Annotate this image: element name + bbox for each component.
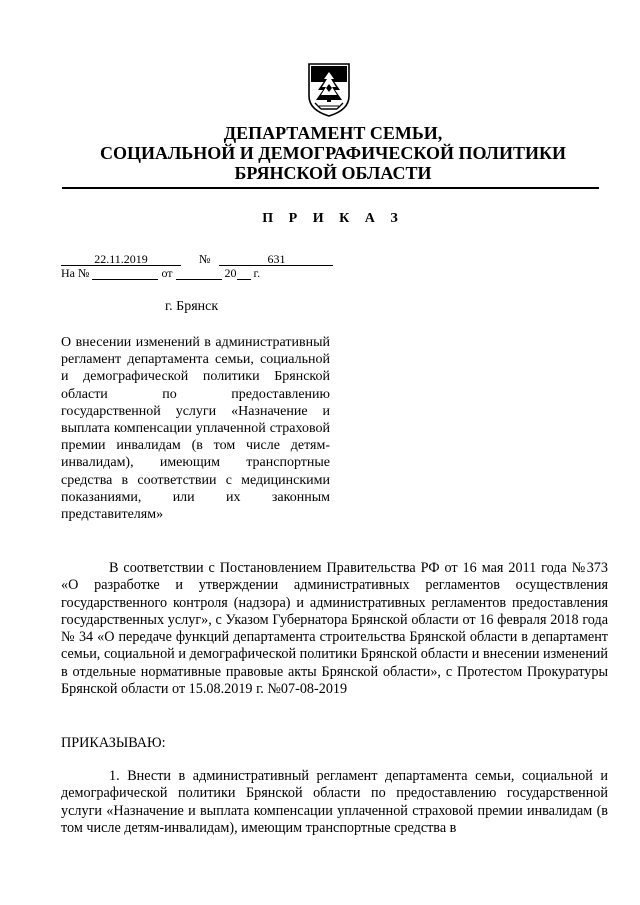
- header-divider: [62, 187, 599, 189]
- reference-year-suffix: г.: [253, 266, 261, 280]
- order-verb: ПРИКАЗЫВАЮ:: [61, 735, 166, 751]
- order-date-number-line: [61, 252, 333, 266]
- order-item-1: 1. Внести в административный регламент департамента семьи, социальной и демографической политики Брянской области по предоставлению государственной услуги «Назначение и выплата компенсации уплаченной страховой премии инвалидам (в том числе детям-инвалидам), имеющим транспортные средства в: [61, 768, 608, 836]
- city-name: г. Брянск: [165, 299, 219, 314]
- reference-line: [61, 266, 260, 280]
- department-title-line3: БРЯНСКОЙ ОБЛАСТИ: [234, 163, 432, 183]
- department-title-line2: СОЦИАЛЬНОЙ И ДЕМОГРАФИЧЕСКОЙ ПОЛИТИКИ: [99, 143, 567, 163]
- reference-year-prefix: 20: [224, 266, 237, 280]
- order-subject: О внесении изменений в административный регламент департамента семьи, социальной и демографической политики Брянской области по предоставлению государственной услуги «Назначение и выплата компенсации уплаченной страховой премии инвалидам (в том числе детям-инвалидам), имеющим транспортные средства в соответствии с медицинскими показаниями, или их законным представителям»: [61, 335, 330, 523]
- document-type-heading: П Р И К А З: [262, 211, 404, 226]
- reference-date-blank: [176, 266, 222, 280]
- bryansk-coat-of-arms-emblem: [307, 62, 351, 118]
- reference-from-label: от: [161, 266, 173, 280]
- department-title: [0, 123, 640, 183]
- order-number: 631: [219, 252, 333, 266]
- order-date: 22.11.2019: [61, 252, 181, 266]
- reference-year-blank: [237, 266, 251, 280]
- reference-number-label: На №: [61, 266, 90, 280]
- department-title-line1: ДЕПАРТАМЕНТ СЕМЬИ,: [223, 123, 443, 143]
- order-number-label: №: [199, 252, 211, 266]
- preamble-paragraph: В соответствии с Постановлением Правительства РФ от 16 мая 2011 года №373 «О разработке и утверждении административных регламентов осуществления государственного контроля (надзора) и административных регламентов предоставления государственных услуг», с Указом Губернатора Брянской области от 16 февраля 2018 года № 34 «О передаче функций департамента строительства Брянской области в департамент семьи, социальной и демографической политики Брянской области и внесении изменений в отдельные нормативные правовые акты Брянской области», с Протестом Прокуратуры Брянской области от 15.08.2019 г. №07-08-2019: [61, 560, 608, 698]
- reference-number-blank: [92, 266, 158, 280]
